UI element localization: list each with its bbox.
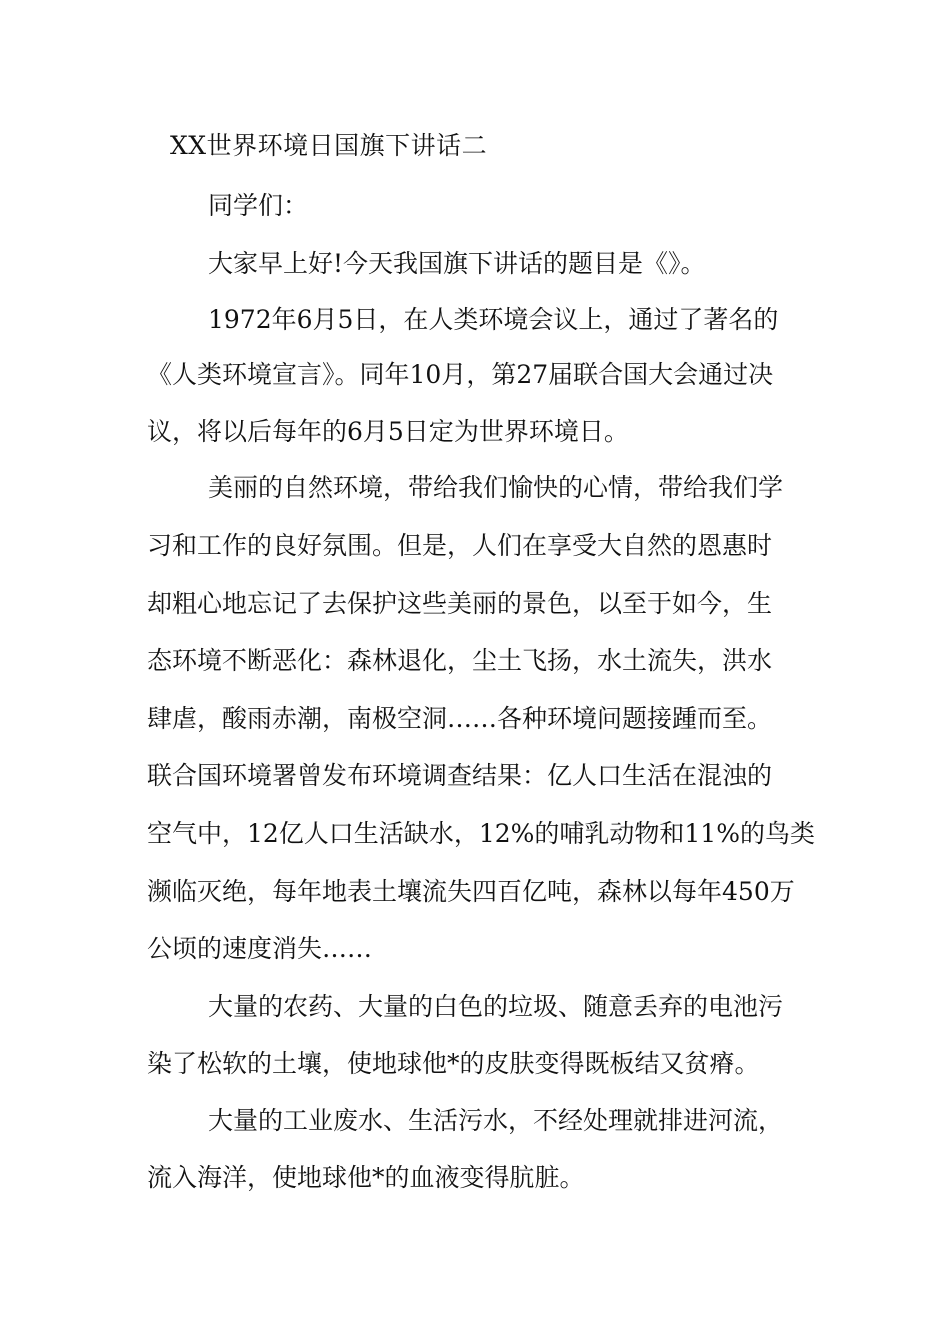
greeting-line: 大家早上好!今天我国旗下讲话的题目是《》。 bbox=[208, 249, 706, 278]
paragraph-line: 态环境不断恶化：森林退化，尘土飞扬，水土流失，洪水 bbox=[147, 646, 773, 675]
paragraph-line: 公顷的速度消失…… bbox=[147, 934, 373, 963]
paragraph-line: 联合国环境署曾发布环境调查结果：亿人口生活在混浊的 bbox=[147, 761, 773, 790]
salutation: 同学们： bbox=[208, 191, 309, 220]
paragraph-line: 《人类环境宣言》。同年10月，第27届联合国大会通过决 bbox=[147, 360, 774, 389]
paragraph-line: 染了松软的土壤，使地球他*的皮肤变得既板结又贫瘠。 bbox=[147, 1049, 760, 1078]
paragraph-line: 肆虐，酸雨赤潮，南极空洞……各种环境问题接踵而至。 bbox=[147, 704, 773, 733]
paragraph-line: 却粗心地忘记了去保护这些美丽的景色，以至于如今，生 bbox=[147, 589, 773, 618]
paragraph-line: 濒临灭绝，每年地表土壤流失四百亿吨，森林以每年450万 bbox=[147, 877, 795, 906]
paragraph-line: 流入海洋，使地球他*的血液变得肮脏。 bbox=[147, 1163, 585, 1192]
paragraph-line: 空气中，12亿人口生活缺水，12%的哺乳动物和11%的鸟类 bbox=[147, 819, 815, 848]
paragraph-line: 1972年6月5日，在人类环境会议上，通过了著名的 bbox=[208, 305, 779, 334]
paragraph-line: 美丽的自然环境，带给我们愉快的心情，带给我们学 bbox=[208, 473, 784, 502]
document-title: XX世界环境日国旗下讲话二 bbox=[170, 131, 488, 160]
paragraph-line: 习和工作的良好氛围。但是，人们在享受大自然的恩惠时 bbox=[147, 531, 773, 560]
paragraph-line: 大量的工业废水、生活污水，不经处理就排进河流， bbox=[208, 1106, 784, 1135]
paragraph-line: 大量的农药、大量的白色的垃圾、随意丢弃的电池污 bbox=[208, 992, 784, 1021]
paragraph-line: 议，将以后每年的6月5日定为世界环境日。 bbox=[147, 417, 629, 446]
